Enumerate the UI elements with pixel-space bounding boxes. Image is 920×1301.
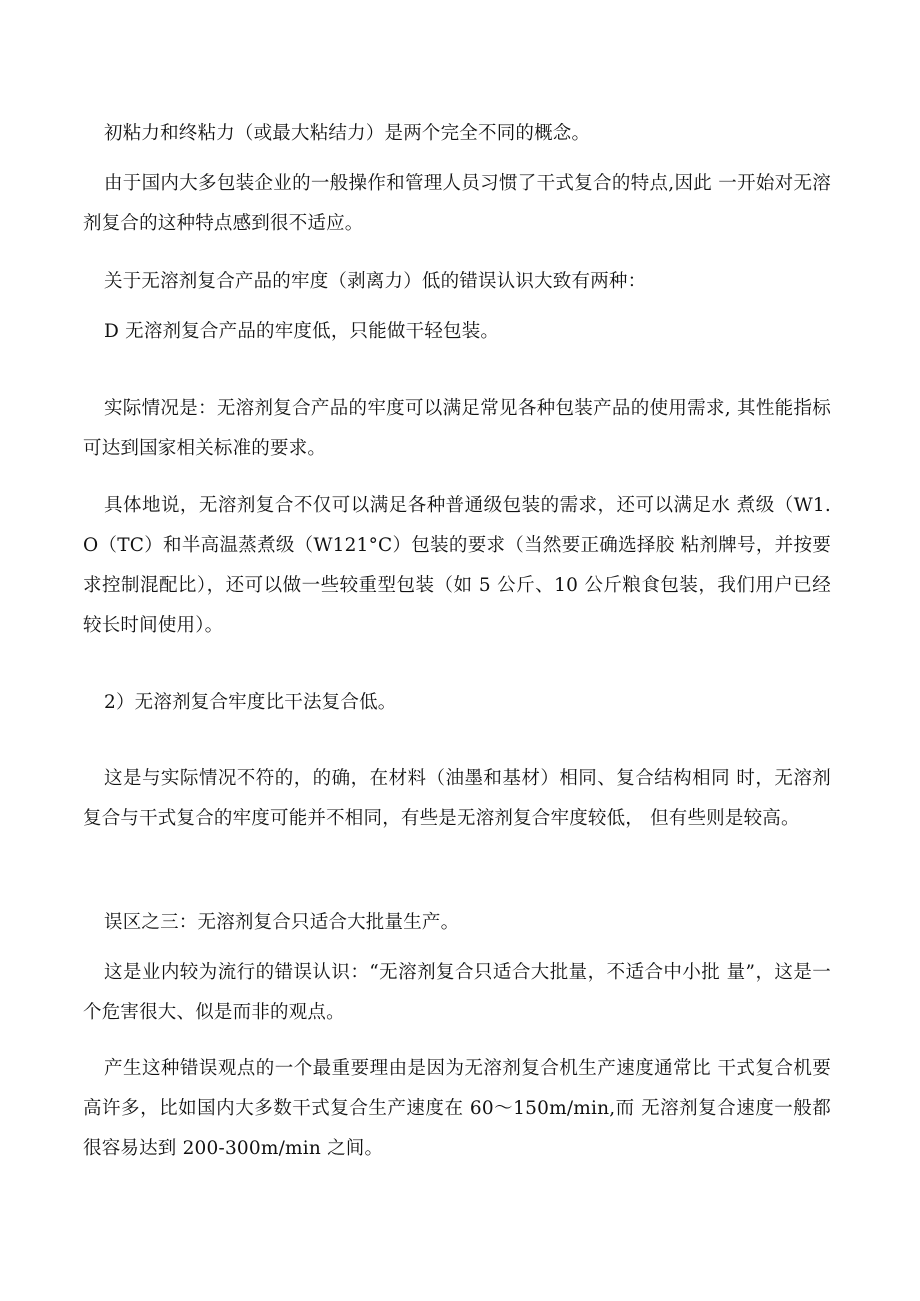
paragraph-5: 实际情况是：无溶剂复合产品的牢度可以满足常见各种包装产品的使用需求, 其性能指标可达到国家相关标准的要求。 — [83, 398, 831, 459]
paragraph-2: 由于国内大多包装企业的一般操作和管理人员习惯了干式复合的特点,因此 一开始对无溶剂复合的这种特点感到很不适应。 — [83, 173, 831, 234]
paragraph-9: 误区之三：无溶剂复合只适合大批量生产。 — [104, 912, 460, 933]
paragraph-11: 产生这种错误观点的一个最重要理由是因为无溶剂复合机生产速度通常比 干式复合机要高许多，比如国内大多数干式复合生产速度在 60～150m∕min,而 无溶剂复合速度一般都很容易达到 200-300m∕min 之间。 — [83, 1058, 831, 1159]
paragraph-8: 这是与实际情况不符的，的确，在材料（油墨和基材）相同、复合结构相同 时，无溶剂复合与干式复合的牢度可能并不相同，有些是无溶剂复合牢度较低， 但有些则是较高。 — [83, 768, 831, 829]
paragraph-4: D 无溶剂复合产品的牢度低，只能做干轻包装。 — [104, 321, 500, 342]
paragraph-1: 初粘力和终粘力（或最大粘结力）是两个完全不同的概念。 — [104, 123, 591, 144]
paragraph-10: 这是业内较为流行的错误认识：“无溶剂复合只适合大批量，不适合中小批 量”，这是一个危害很大、似是而非的观点。 — [83, 962, 831, 1023]
paragraph-6: 具体地说，无溶剂复合不仅可以满足各种普通级包装的需求，还可以满足水 煮级（W1.O（TC）和半高温蒸煮级（W121°C）包装的要求（当然要正确选择胶 粘剂牌号，并按要求控制混配比），还可以做一些较重型包装（如 5 公斤、10 公斤粮食包装，我们用户已经较长时间使用）。 — [83, 495, 831, 636]
paragraph-7: 2）无溶剂复合牢度比干法复合低。 — [104, 692, 397, 713]
paragraph-3: 关于无溶剂复合产品的牢度（剥离力）低的错误认识大致有两种： — [104, 271, 647, 292]
